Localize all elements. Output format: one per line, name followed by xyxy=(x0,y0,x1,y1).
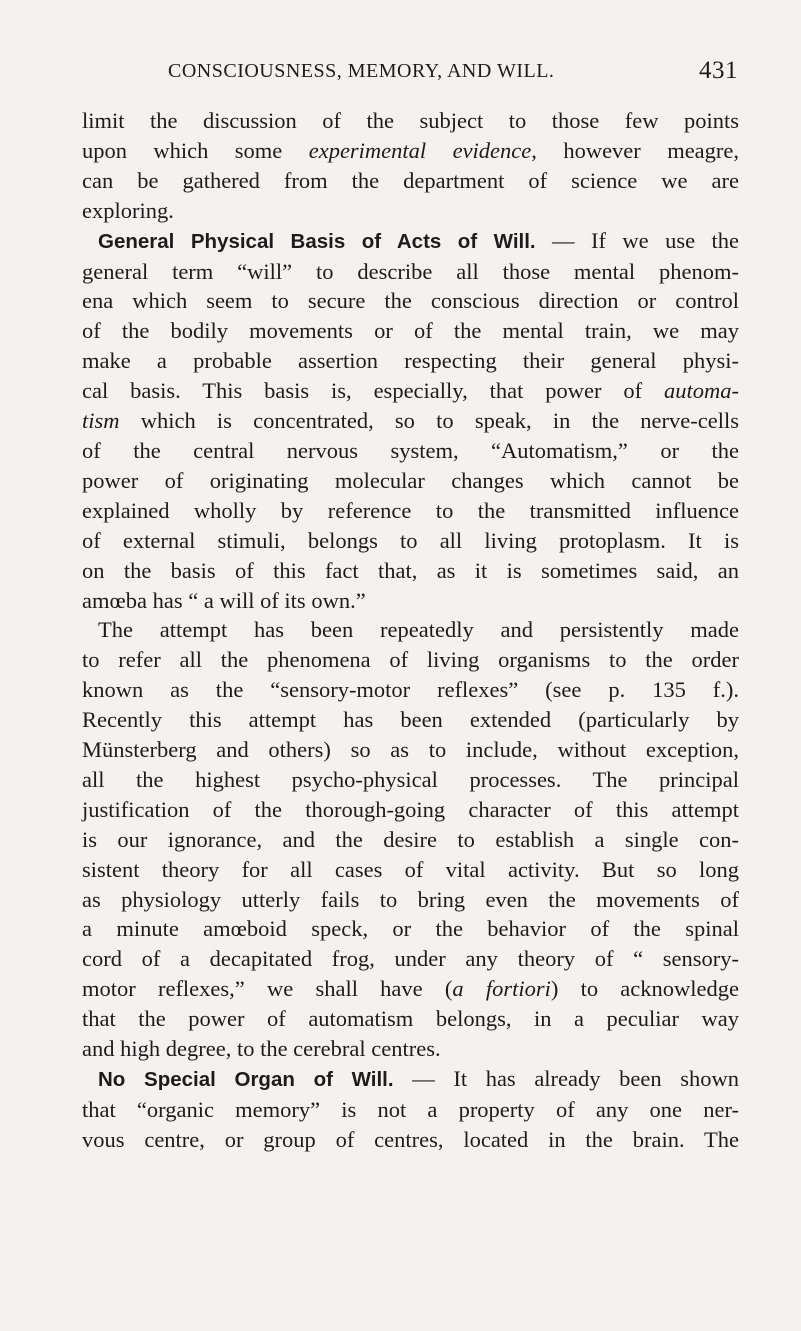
text-line: upon which some experimental evidence, however meagre, xyxy=(82,137,740,163)
text-line: known as the “sensory-motor reflexes” (see p. 135 f.). xyxy=(82,677,739,703)
emphasis: experimental evidence xyxy=(308,137,532,163)
text-line: tism which is concentrated, so to speak, in the nerve-cells xyxy=(82,408,739,434)
text-line: Recently this attempt has been extended (particularly by xyxy=(82,707,739,733)
text-line: of the central nervous system, “Automatism,” or the xyxy=(82,437,739,463)
page-header xyxy=(168,57,738,90)
side-heading: No Special Organ of Will. xyxy=(98,1068,394,1091)
paragraph-physical-basis xyxy=(82,226,739,616)
text-line: make a probable assertion respecting their general physi- xyxy=(82,348,739,374)
text-line: ena which seem to secure the conscious direction or control xyxy=(82,288,739,314)
text-line: that the power of automatism belongs, in a peculiar way xyxy=(82,1006,739,1032)
text-line: sistent theory for all cases of vital activity. But so long xyxy=(82,856,739,882)
text-line: and high degree, to the cerebral centres. xyxy=(82,1036,441,1062)
text-line: as physiology utterly fails to bring even the movements of xyxy=(82,886,739,912)
text-line: can be gathered from the department of science we are xyxy=(82,167,739,193)
text-line: of the bodily movements or of the mental train, we may xyxy=(82,318,739,344)
text-line: General Physical Basis of Acts of Will. — If we use the xyxy=(98,227,739,253)
emphasis: tism xyxy=(82,408,120,434)
text-line: limit the discussion of the subject to those few points xyxy=(82,108,739,133)
emphasis: a fortiori xyxy=(452,976,551,1002)
page-number: 431 xyxy=(699,57,738,84)
text-line: motor reflexes,” we shall have (a fortiori) to acknowledge xyxy=(82,976,739,1002)
text-line: cord of a decapitated frog, under any theory of “ sensory- xyxy=(82,946,739,972)
text-line: of external stimuli, belongs to all living protoplasm. It is xyxy=(82,527,739,553)
text-line: Münsterberg and others) so as to include, without exception, xyxy=(82,737,739,763)
text-line: amœba has “ a will of its own.” xyxy=(82,587,366,613)
text-line: that “organic memory” is not a property of any one ner- xyxy=(82,1096,739,1122)
text-line: power of originating molecular changes which cannot be xyxy=(82,467,739,493)
side-heading: General Physical Basis of Acts of Will. xyxy=(98,229,536,253)
text-line: all the highest psycho-physical processes. The principal xyxy=(82,766,739,792)
emphasis: automa- xyxy=(664,378,739,404)
text-line: No Special Organ of Will. — It has already been shown xyxy=(98,1066,739,1091)
text-line: to refer all the phenomena of living organisms to the order xyxy=(82,647,739,673)
running-head: CONSCIOUSNESS, MEMORY, AND WILL. xyxy=(168,60,555,82)
text-line: The attempt has been repeatedly and persistently made xyxy=(98,617,739,643)
text-line: explained wholly by reference to the transmitted influence xyxy=(82,497,739,523)
text-line: vous centre, or group of centres, located in the brain. The xyxy=(82,1126,739,1152)
paragraph-continuation xyxy=(82,106,739,226)
text-line: justification of the thorough-going character of this attempt xyxy=(82,796,739,822)
text-line: general term “will” to describe all those mental phenom- xyxy=(82,258,739,284)
paragraph-reflexes xyxy=(82,615,739,1064)
paragraph-no-special-organ xyxy=(82,1064,739,1155)
text-line: on the basis of this fact that, as it is sometimes said, an xyxy=(82,557,739,583)
body-text xyxy=(82,106,739,1155)
text-line: is our ignorance, and the desire to establish a single con- xyxy=(82,826,739,852)
text-line: exploring. xyxy=(82,197,174,223)
text-line: a minute amœboid speck, or the behavior of the spinal xyxy=(82,916,739,942)
text-line: cal basis. This basis is, especially, that power of automa- xyxy=(82,378,739,404)
